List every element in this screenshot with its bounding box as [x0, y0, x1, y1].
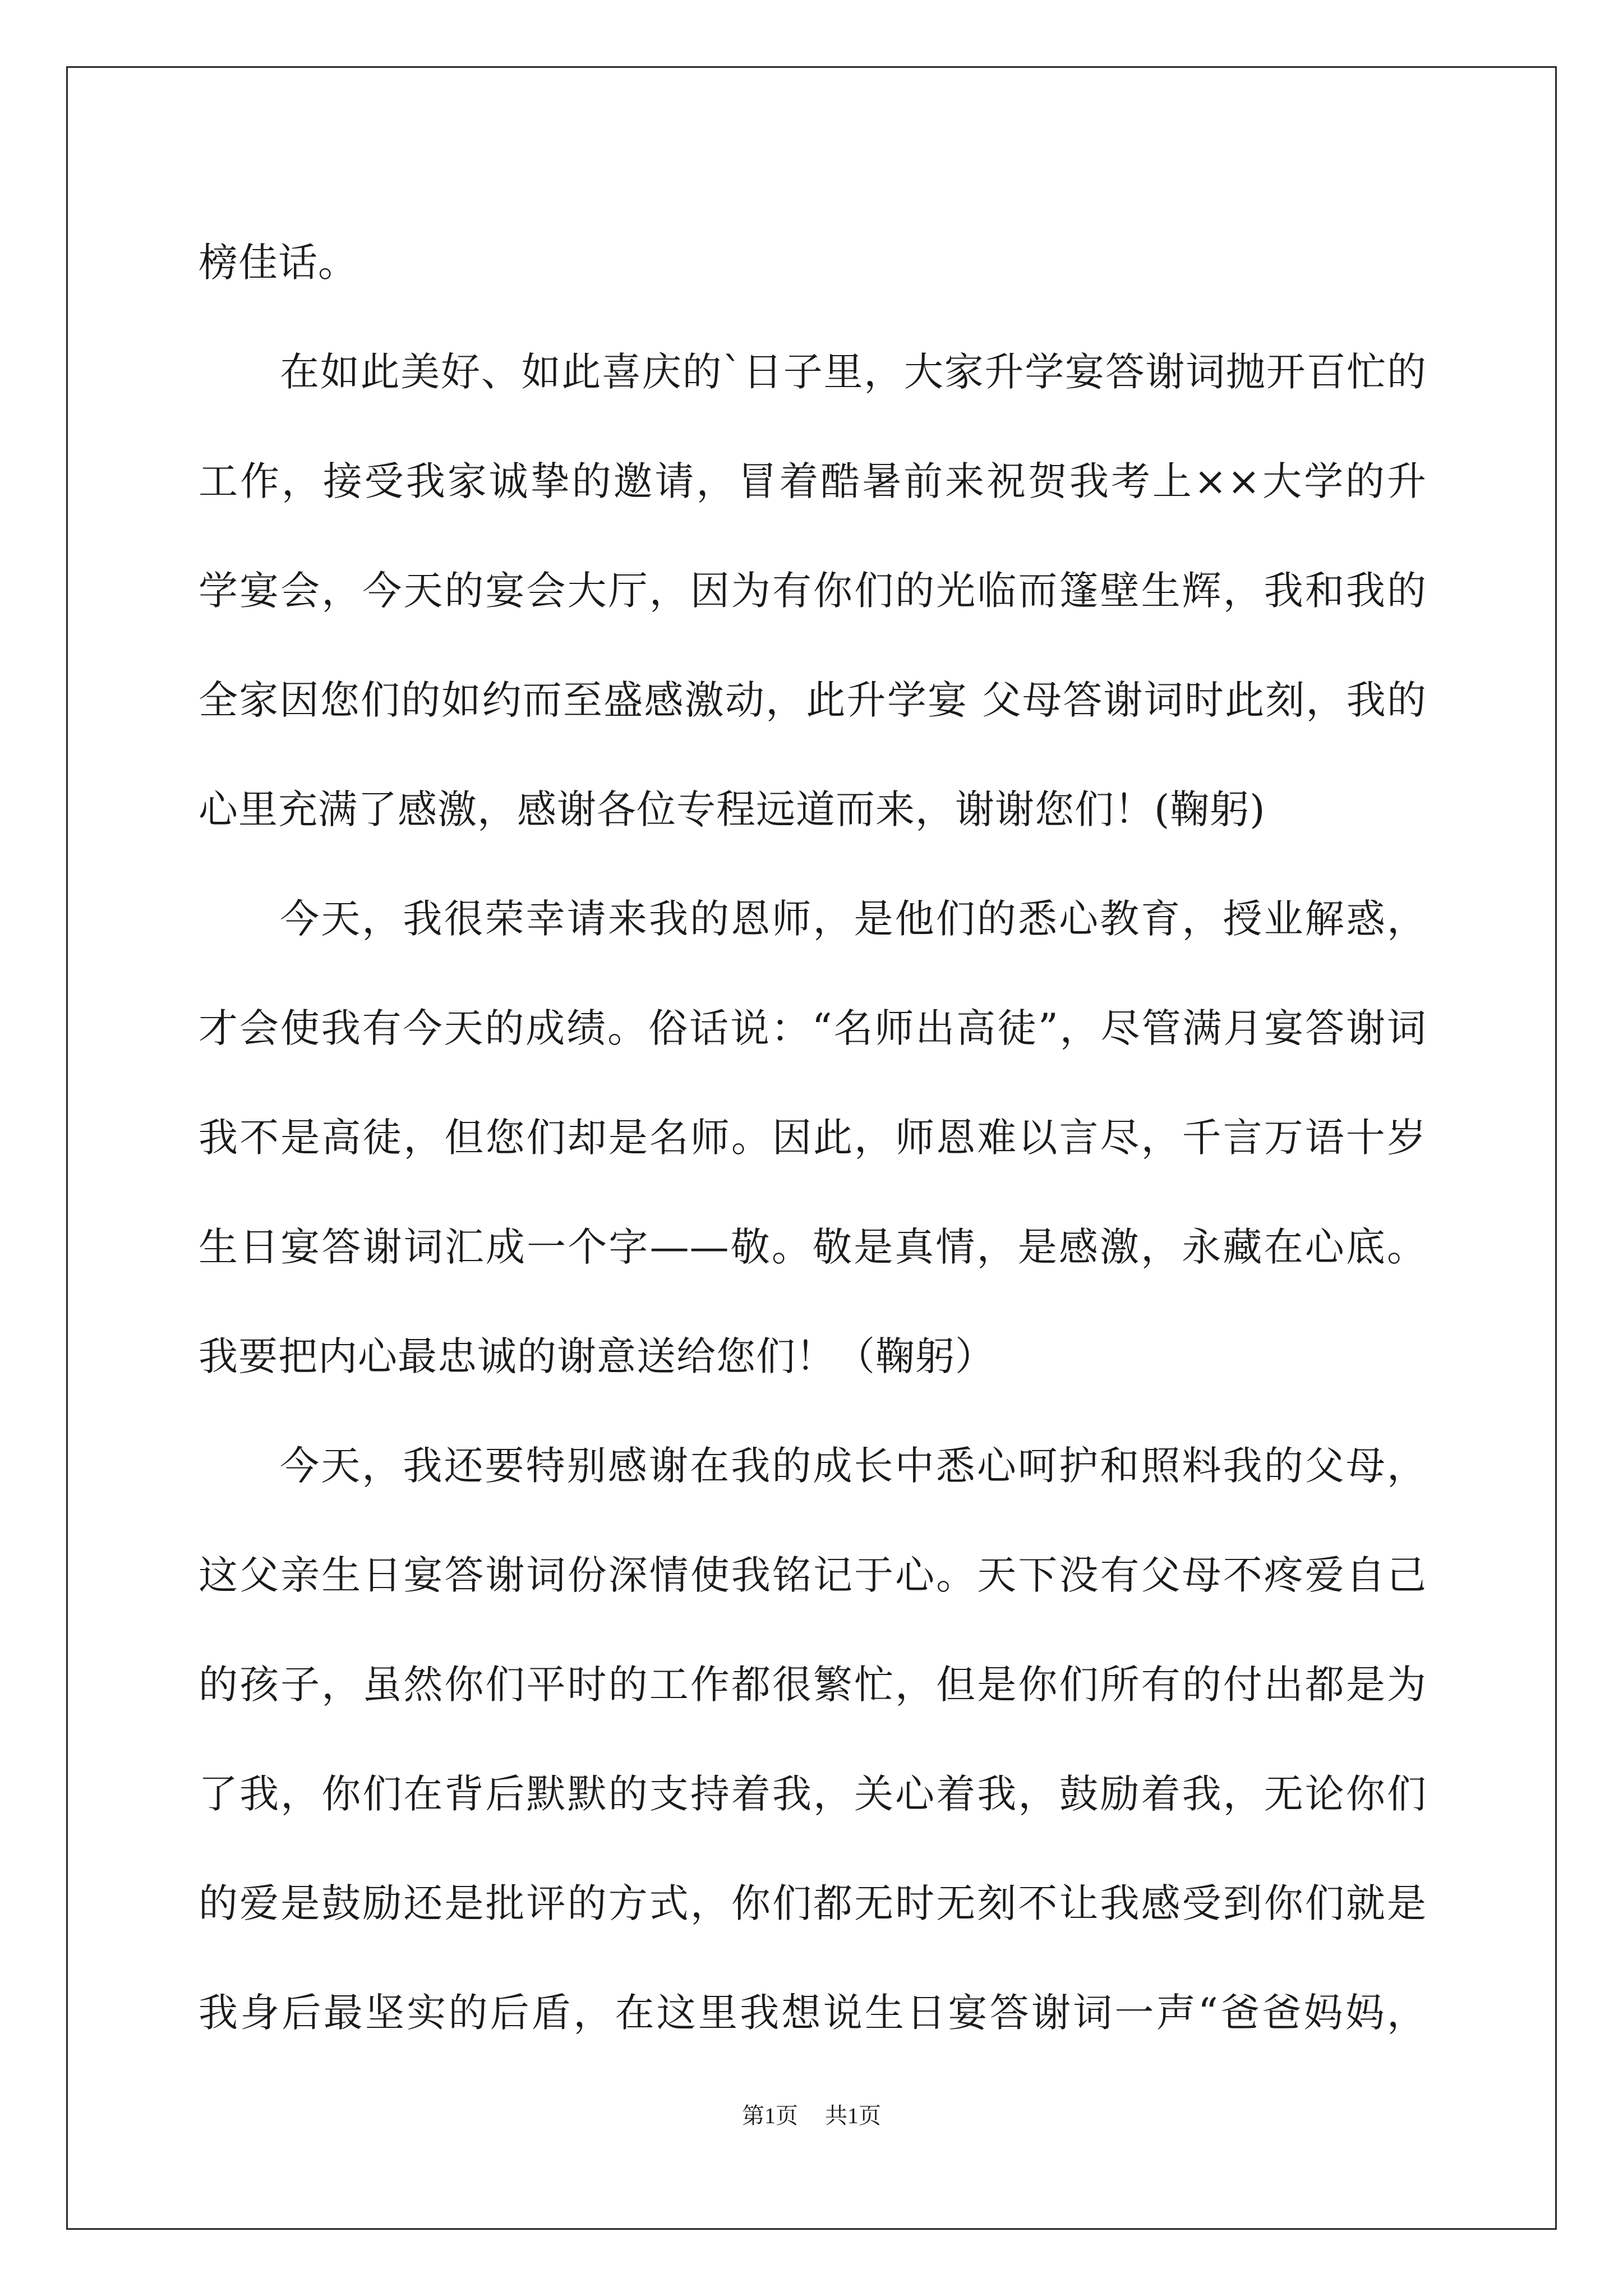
- text-line: 了我，你们在背后默默的支持着我，关心着我，鼓励着我，无论你们: [199, 1771, 1427, 1817]
- text-line: 在如此美好、如此喜庆的`日子里，大家升学宴答谢词抛开百忙的: [280, 349, 1427, 395]
- text-line: 学宴会，今天的宴会大厅，因为有你们的光临而篷壁生辉，我和我的: [199, 568, 1427, 614]
- text-line: 我要把内心最忠诚的谢意送给您们！（鞠躬）: [199, 1333, 995, 1379]
- page-total: 共1页: [825, 2103, 881, 2128]
- text-line: 才会使我有今天的成绩。俗话说：“名师出高徒”，尽管满月宴答谢词: [199, 1005, 1427, 1051]
- text-line: 的孩子，虽然你们平时的工作都很繁忙，但是你们所有的付出都是为: [199, 1662, 1427, 1708]
- text-line: 这父亲生日宴答谢词份深情使我铭记于心。天下没有父母不疼爱自己: [199, 1552, 1427, 1598]
- document-body: [199, 208, 1427, 2068]
- text-line: 工作，接受我家诚挚的邀请，冒着酷暑前来祝贺我考上××大学的升: [199, 458, 1427, 504]
- text-line: 我身后最坚实的后盾，在这里我想说生日宴答谢词一声“爸爸妈妈，: [199, 1990, 1427, 2036]
- text-line: 今天，我还要特别感谢在我的成长中悉心呵护和照料我的父母，: [280, 1443, 1427, 1489]
- page-number: 第1页: [742, 2103, 798, 2128]
- text-line: 的爱是鼓励还是批评的方式，你们都无时无刻不让我感受到你们就是: [199, 1880, 1427, 1926]
- text-line: 全家因您们的如约而至盛感激动，此升学宴 父母答谢词时此刻，我的: [199, 677, 1427, 723]
- text-line: 我不是高徒，但您们却是名师。因此，师恩难以言尽，千言万语十岁: [199, 1115, 1427, 1161]
- text-line: 生日宴答谢词汇成一个字——敬。敬是真情，是感激，永藏在心底。: [199, 1224, 1427, 1270]
- text-line: 心里充满了感激，感谢各位专程远道而来，谢谢您们！(鞠躬): [199, 786, 1266, 832]
- page-footer: [0, 2099, 1623, 2133]
- text-line: 今天，我很荣幸请来我的恩师，是他们的悉心教育，授业解惑，: [280, 896, 1427, 942]
- text-line: 榜佳话。: [199, 240, 358, 286]
